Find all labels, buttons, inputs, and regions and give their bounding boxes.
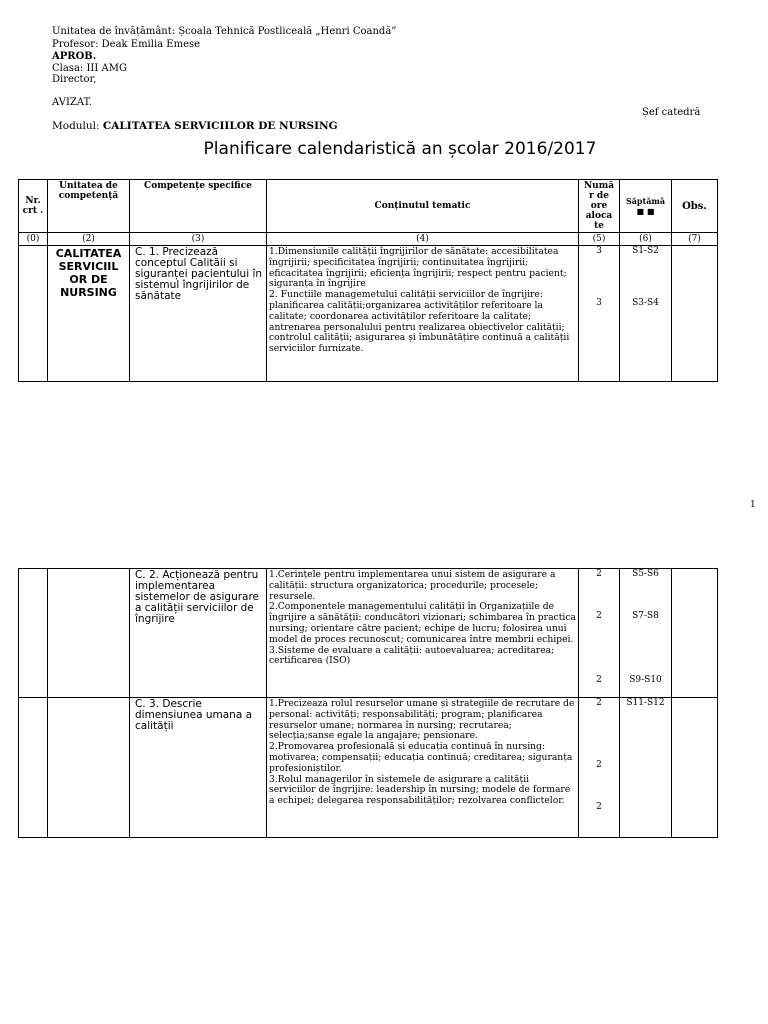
weeks-value: S5-S6 [632, 569, 659, 579]
teacher-label: Profesor: [52, 39, 99, 50]
hours-value: 3 [596, 298, 602, 308]
obs-c3 [672, 698, 718, 838]
content-item: 1.Precizeaza rolul resurselor umane și strategiile de recrutare de personal: activități; responsabilități; program; planificarea resurselor umane; normarea în nursing; recrutarea; selecția;sanse egale la angajare; pensionare. [269, 698, 575, 742]
row-nr [19, 569, 48, 698]
school-label: Unitatea de învățământ: [52, 26, 176, 37]
weeks-value: S1-S2 [632, 246, 659, 256]
col-header-obs: Obs. [672, 180, 718, 233]
school-line [52, 25, 396, 38]
page-number: 1 [750, 500, 756, 510]
obs-c1 [672, 246, 718, 382]
hours-value: 2 [596, 698, 602, 708]
col-index: (7) [672, 233, 718, 246]
table-row [19, 246, 718, 382]
content-c3 [267, 698, 579, 838]
content-item: 2. Funcțiile managemetului calității serviciilor de îngrijire: planificarea calității;organizarea activităților referitoare la calitate; coordonarea activităților referitoare la calitate; antrenarea personalului pentru realizarea obiectivelor calității; controlul calității; asigurarea și îmbunătățire continuă a calității serviciilor furnizate. [269, 289, 570, 355]
col-index: (3) [130, 233, 267, 246]
class-line: Clasa: III AMG [52, 63, 127, 74]
hours-value: 2 [596, 760, 602, 770]
hours-c2 [579, 569, 620, 698]
hours-value: 2 [596, 802, 602, 812]
weeks-c3 [620, 698, 672, 838]
column-index-row [19, 233, 718, 246]
col-header-competence: Competențe specifice [130, 180, 267, 233]
col-header-weeks: Săptămâ ■ ■ [620, 180, 672, 233]
content-item: 1.Cerințele pentru implementarea unui sistem de asigurare a calității: structura organizatorica; procedurile; procesele; resursele. [269, 569, 556, 602]
competence-c1: C. 1. Precizează conceptul Calitãii si siguranței pacientului în sistemul îngrijirilor de sănătate [130, 246, 267, 382]
approval: APROB. [52, 51, 97, 62]
content-c2 [267, 569, 579, 698]
content-item: 1.Dimensiunile calității îngrijirilor de sănătate: accesibilitatea îngrijirii; specificitatea îngrijirii; continuitatea îngrijirii; eficacitatea îngrijirii; eficiența îngrijirii; respect pentru pacient; siguranța în îngrijire [269, 246, 567, 290]
hours-value: 2 [596, 611, 602, 621]
row-nr [19, 246, 48, 382]
competence-c3: C. 3. Descrie dimensiunea umana a calității [130, 698, 267, 838]
col-header-nr: Nr. crt . [19, 180, 48, 233]
module-label: Modulul: [52, 120, 100, 132]
weeks-value: S9-S10 [629, 675, 662, 685]
competence-unit-empty [48, 698, 130, 838]
col-index: (2) [48, 233, 130, 246]
hours-value: 3 [596, 246, 602, 256]
weeks-value: S11-S12 [626, 698, 665, 708]
table-row [19, 569, 718, 698]
competence-c2: C. 2. Acționează pentru implementarea sistemelor de asigurare a calității serviciilor de îngrijire [130, 569, 267, 698]
school-value: Școala Tehnică Postliceală „Henri Coandă” [178, 26, 397, 37]
row-nr [19, 698, 48, 838]
col-header-hours: Numă r de ore aloca te [579, 180, 620, 233]
avizat-line: AVIZAT. [52, 97, 92, 108]
col-index: (0) [19, 233, 48, 246]
teacher-value: Deak Emilia Emese [101, 39, 201, 50]
competence-unit: CALITATEA SERVICIIL OR DE NURSING [48, 246, 130, 382]
table-row [19, 698, 718, 838]
col-index: (6) [620, 233, 672, 246]
competence-unit-empty [48, 569, 130, 698]
weeks-c1 [620, 246, 672, 382]
weeks-value: S7-S8 [632, 611, 659, 621]
content-item: 3.Sisteme de evaluare a calității: autoevaluarea; acreditarea; certificarea (ISO) [269, 644, 555, 667]
col-header-content: Conținutul tematic [267, 180, 579, 233]
hours-value: 2 [596, 569, 602, 579]
page-title: Planificare calendaristică an școlar 2016/2017 [203, 139, 597, 159]
planning-table-continued [18, 568, 718, 838]
table-header-row [19, 180, 718, 233]
head-of-department: Șef catedră [642, 107, 701, 118]
content-c1 [267, 246, 579, 382]
content-item: 2.Promovarea profesională și educația continuă în nursing: motivarea; compensații; educația continuă; creditarea; siguranța profesioniștilor. [269, 741, 573, 774]
content-item: 3.Rolul managerilor în sistemele de asigurare a calității serviciilor de îngrijire: leadership în nursing; modele de formare a echipei; delegarea responsabilităților; rezolvarea conflictelor. [269, 773, 571, 807]
obs-c2 [672, 569, 718, 698]
module-line [52, 120, 338, 133]
col-index: (5) [579, 233, 620, 246]
hours-c1 [579, 246, 620, 382]
col-index: (4) [267, 233, 579, 246]
weeks-value: S3-S4 [632, 298, 659, 308]
module-value: CALITATEA SERVICIILOR DE NURSING [102, 120, 338, 132]
hours-c3 [579, 698, 620, 838]
weeks-c2 [620, 569, 672, 698]
hours-value: 2 [596, 675, 602, 685]
col-header-unit: Unitatea de competență [48, 180, 130, 233]
content-item: 2.Componentele managementului calității în Organizațiile de îngrijire a sănătății: conducători vizionari; schimbarea în practica nursing; orientare către pacient; echipe de lucru; folosirea unui model de proces recunoscut; comunicarea între membrii echipei. [269, 601, 576, 645]
director-line: Director, [52, 74, 97, 85]
planning-table [18, 179, 718, 382]
